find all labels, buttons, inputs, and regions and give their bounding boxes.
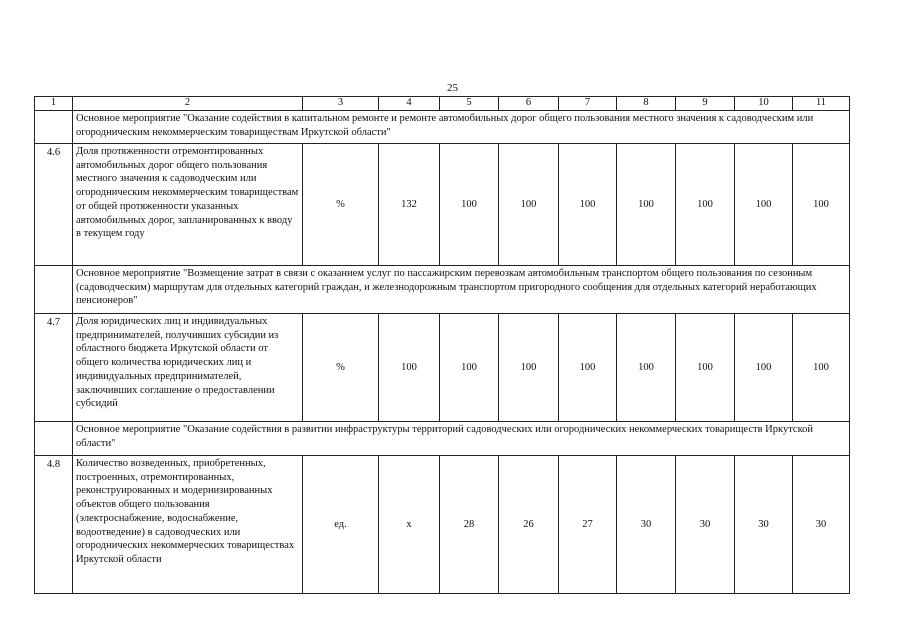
section-heading: Основное мероприятие "Оказание содействия в капитальном ремонте и ремонте автомобильных дорог общего пользования местного значения к садоводческим или огородническим некоммерческим товариществам Иркутской области" xyxy=(73,111,850,144)
column-header: 6 xyxy=(499,97,559,111)
value-cell: 100 xyxy=(735,144,793,266)
page-number: 25 xyxy=(447,82,458,94)
column-header: 7 xyxy=(559,97,617,111)
value-cell: 100 xyxy=(499,314,559,422)
unit-cell: % xyxy=(303,144,379,266)
value-cell: 100 xyxy=(440,144,499,266)
column-header: 5 xyxy=(440,97,499,111)
indicator-row xyxy=(35,456,850,594)
value-cell: 30 xyxy=(735,456,793,594)
section-heading-row xyxy=(35,422,850,456)
column-header: 2 xyxy=(73,97,303,111)
section-heading: Основное мероприятие "Оказание содействия в развитии инфраструктуры территорий садоводческих или огороднических некоммерческих товариществ Иркутской области" xyxy=(73,422,850,456)
indicator-row xyxy=(35,144,850,266)
indicator-row xyxy=(35,314,850,422)
value-cell: 100 xyxy=(735,314,793,422)
column-header: 10 xyxy=(735,97,793,111)
value-cell: 100 xyxy=(676,144,735,266)
value-cell: 100 xyxy=(559,144,617,266)
empty-cell xyxy=(35,111,73,144)
value-cell: 26 xyxy=(499,456,559,594)
value-cell: 27 xyxy=(559,456,617,594)
section-heading-row xyxy=(35,111,850,144)
value-cell: 28 xyxy=(440,456,499,594)
indicator-description: Количество возведенных, приобретенных, построенных, отремонтированных, реконструированных и модернизированных объектов общего пользования (электроснабжение, водоснабжение, водоотведение) в садоводческих или огороднических некоммерческих товариществах Иркутской области xyxy=(73,456,303,594)
indicator-description: Доля юридических лиц и индивидуальных предпринимателей, получивших субсидии из областного бюджета Иркутской области от общего количества юридических лиц и индивидуальных предпринимателей, заключивших соглашение о предоставлении субсидий xyxy=(73,314,303,422)
column-header: 4 xyxy=(379,97,440,111)
column-header: 11 xyxy=(793,97,850,111)
empty-cell xyxy=(35,422,73,456)
unit-cell: % xyxy=(303,314,379,422)
column-header: 1 xyxy=(35,97,73,111)
value-cell: 132 xyxy=(379,144,440,266)
row-number: 4.7 xyxy=(35,314,73,422)
column-header: 9 xyxy=(676,97,735,111)
value-cell: 100 xyxy=(617,144,676,266)
section-heading-row xyxy=(35,266,850,314)
value-cell: 100 xyxy=(559,314,617,422)
row-number: 4.6 xyxy=(35,144,73,266)
value-cell: 100 xyxy=(676,314,735,422)
value-cell: 100 xyxy=(793,144,850,266)
column-header: 3 xyxy=(303,97,379,111)
value-cell: 100 xyxy=(793,314,850,422)
column-number-row xyxy=(35,97,850,111)
value-cell: 30 xyxy=(676,456,735,594)
indicators-table xyxy=(34,96,850,594)
value-cell: 100 xyxy=(617,314,676,422)
value-cell: 30 xyxy=(617,456,676,594)
value-cell: 30 xyxy=(793,456,850,594)
unit-cell: ед. xyxy=(303,456,379,594)
value-cell: 100 xyxy=(440,314,499,422)
indicator-description: Доля протяженности отремонтированных автомобильных дорог общего пользования местного значения к садоводческим или огородническим некоммерческим товариществам от общей протяженности указанных автомобильных дорог, запланированных к вводу в текущем году xyxy=(73,144,303,266)
section-heading: Основное мероприятие "Возмещение затрат в связи с оказанием услуг по пассажирским перевозкам автомобильным транспортом общего пользования по сезонным (садоводческим) маршрутам для отдельных категорий граждан, и железнодорожным транспортом пригородного сообщения для отдельных категорий неработающих пенсионеров" xyxy=(73,266,850,314)
empty-cell xyxy=(35,266,73,314)
value-cell: 100 xyxy=(499,144,559,266)
value-cell: 100 xyxy=(379,314,440,422)
column-header: 8 xyxy=(617,97,676,111)
value-cell: х xyxy=(379,456,440,594)
row-number: 4.8 xyxy=(35,456,73,594)
